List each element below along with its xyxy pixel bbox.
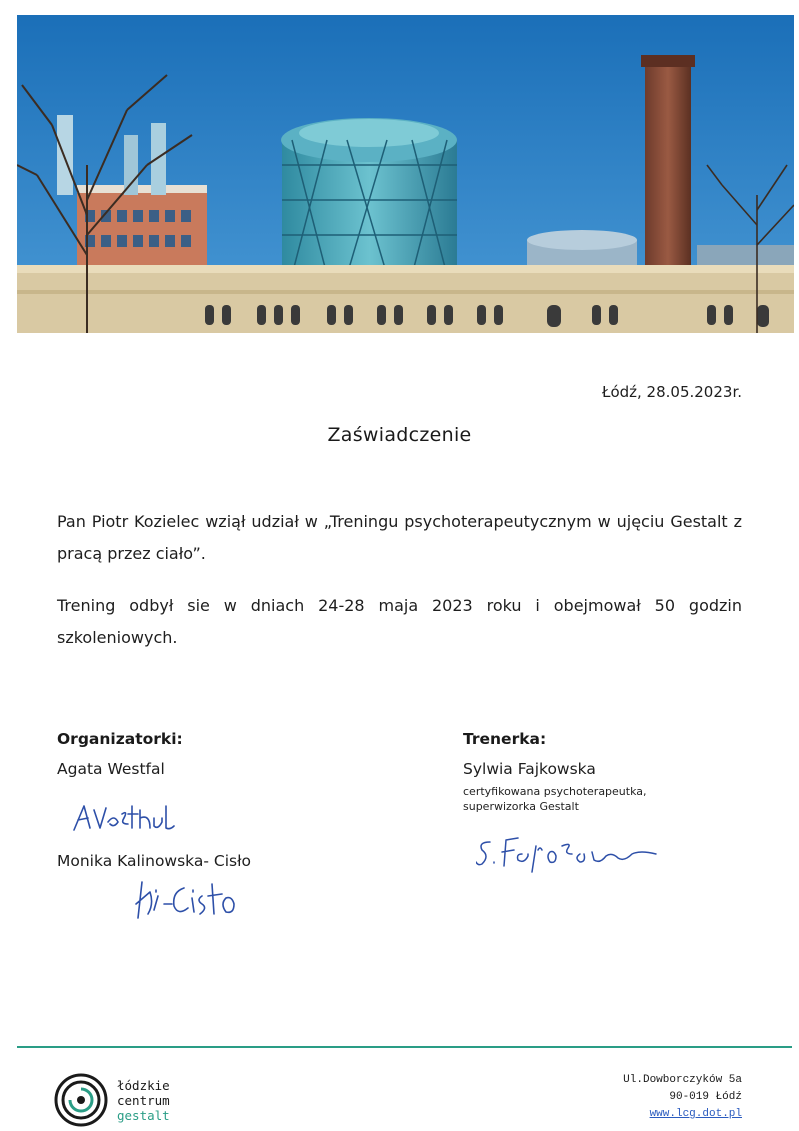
lcg-logo-text (117, 1078, 170, 1123)
handwritten-signature-icon (476, 832, 661, 874)
address-street: Ul.Dowborczyków 5a (623, 1074, 742, 1086)
industrial-city-photo-icon (17, 15, 794, 333)
footer-address (623, 1072, 742, 1123)
trainer-name: Sylwia Fajkowska (463, 760, 596, 778)
lcg-logo-icon (53, 1072, 109, 1128)
organizer-name-1: Agata Westfal (57, 760, 165, 778)
organizers-section (57, 730, 183, 778)
certificate-paragraph-1: Pan Piotr Kozielec wziął udział w „Treningu psychoterapeutycznym w ujęciu Gestalt z pracą przez ciało”. (57, 512, 742, 563)
trainer-role-line-1: certyfikowana psychoterapeutka, (463, 785, 647, 798)
logo-line-1: łódzkie (117, 1078, 170, 1093)
handwritten-signature-icon (70, 800, 180, 836)
address-city: 90-019 Łódź (669, 1091, 742, 1103)
trainer-heading: Trenerka: (463, 730, 547, 748)
logo-line-3: gestalt (117, 1108, 170, 1123)
header-photo (17, 15, 794, 333)
signature-kalinowska (132, 874, 247, 924)
organizers-heading: Organizatorki: (57, 730, 183, 748)
organizer-name-2: Monika Kalinowska- Cisło (57, 852, 251, 870)
document-title: Zaświadczenie (327, 424, 472, 446)
certificate-paragraph-2: Trening odbył sie w dniach 24-28 maja 2023 roku i obejmował 50 godzin szkoleniowych. (57, 596, 742, 647)
signature-westfal (70, 800, 180, 836)
signature-fajkowska (476, 832, 661, 874)
website-link[interactable]: www.lcg.dot.pl (649, 1108, 742, 1120)
footer-divider (17, 1046, 792, 1048)
trainer-role-line-2: superwizorka Gestalt (463, 800, 579, 813)
logo-line-2: centrum (117, 1093, 170, 1108)
handwritten-signature-icon (132, 874, 247, 924)
trainer-section (463, 730, 647, 814)
document-date: Łódź, 28.05.2023r. (602, 383, 742, 401)
